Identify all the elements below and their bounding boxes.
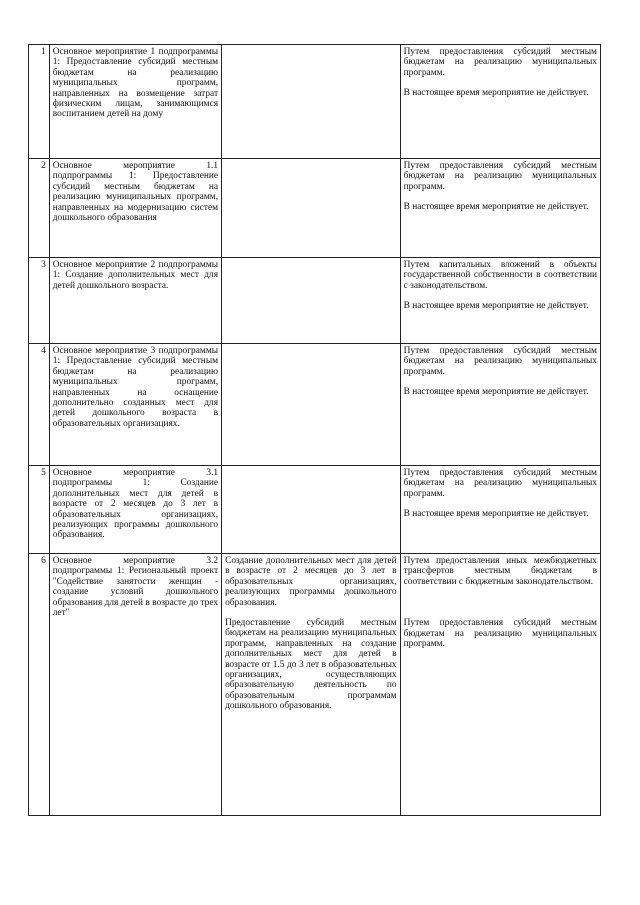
- mechanism-text: Путем предоставления субсидий местным бюджетам на реализацию муниципальных программ.: [403, 618, 597, 650]
- row-number: 2: [29, 159, 50, 258]
- measures-table: [28, 44, 601, 816]
- measure-mechanism: [400, 466, 600, 554]
- measure-mechanism: [400, 344, 600, 466]
- row-number: 6: [29, 554, 50, 816]
- measure-results: [222, 258, 401, 344]
- mechanism-text: Путем капитальных вложений в объекты государственной собственности в соответствии с законодательством.: [403, 260, 597, 291]
- measure-mechanism: [400, 258, 600, 344]
- mechanism-status: В настоящее время мероприятие не действует.: [403, 88, 589, 99]
- row-number: 3: [29, 258, 50, 344]
- row-number: 1: [29, 45, 50, 159]
- row-number: 4: [29, 344, 50, 466]
- table-row: [29, 45, 601, 159]
- mechanism-text: Путем предоставления субсидий местным бюджетам на реализацию муниципальных программ.: [403, 161, 597, 192]
- measure-name: Основное мероприятие 3.2 подпрограммы 1: Региональный проект "Содействие занятости женщин - создание условий дошкольного образования для детей в возрасте до трех лет": [49, 554, 221, 816]
- measure-mechanism: [400, 159, 600, 258]
- result-text: Создание дополнительных мест для детей в возрасте от 2 месяцев до 3 лет в образовательных организациях, реализующих программы дошкольного образования.: [225, 556, 397, 608]
- measure-results: [222, 466, 401, 554]
- measure-results: [222, 344, 401, 466]
- result-text: Предоставление субсидий местным бюджетам на реализацию муниципальных программ, направленных на создание дополнительных мест для детей в возрасте от 1.5 до 3 лет в образовательных организациях, осуществляющих образовательную деятельность по образовательным программам дошкольного образования.: [225, 618, 397, 712]
- table-row: [29, 344, 601, 466]
- table-row: [29, 466, 601, 554]
- measure-name: Основное мероприятие 1.1 подпрограммы 1: Предоставление субсидий местным бюджетам на реализацию муниципальных программ, направленных на модернизацию систем дошкольного образования: [49, 159, 221, 258]
- table-row: [29, 258, 601, 344]
- measure-results: [222, 554, 401, 816]
- table-row: [29, 159, 601, 258]
- mechanism-status: В настоящее время мероприятие не действует.: [403, 509, 589, 520]
- measure-name: Основное мероприятие 3 подпрограммы 1: Предоставление субсидий местным бюджетам на реализацию муниципальных программ, направленных на оснащение дополнительно созданных мест для детей дошкольного возраста в образовательных организациях.: [49, 344, 221, 466]
- table-row: [29, 554, 601, 816]
- mechanism-text: Путем предоставления субсидий местным бюджетам на реализацию муниципальных программ.: [403, 47, 597, 78]
- mechanism-status: В настоящее время мероприятие не действует.: [403, 202, 589, 213]
- measure-results: [222, 159, 401, 258]
- measure-results: [222, 45, 401, 159]
- measure-name: Основное мероприятие 3.1 подпрограммы 1: Создание дополнительных мест для детей в возрасте от 2 месяцев до 3 лет в образовательных организациях, реализующих программы дошкольного образования.: [49, 466, 221, 554]
- row-number: 5: [29, 466, 50, 554]
- mechanism-text: Путем предоставления иных межбюджетных трансфертов местным бюджетам в соответствии с бюджетным законодательством.: [403, 556, 597, 587]
- mechanism-text: Путем предоставления субсидий местным бюджетам на реализацию муниципальных программ.: [403, 468, 597, 499]
- mechanism-text: Путем предоставления субсидий местным бюджетам на реализацию муниципальных программ.: [403, 346, 597, 377]
- measure-name: Основное мероприятие 2 подпрограммы 1: Создание дополнительных мест для детей дошкольного возраста.: [49, 258, 221, 344]
- mechanism-status: В настоящее время мероприятие не действует.: [403, 301, 589, 312]
- measure-mechanism: [400, 45, 600, 159]
- measure-mechanism: [400, 554, 600, 816]
- mechanism-status: В настоящее время мероприятие не действует.: [403, 387, 589, 398]
- measure-name: Основное мероприятие 1 подпрограммы 1: Предоставление субсидий местным бюджетам на реализацию муниципальных программ, направленных на возмещение затрат физическим лицам, занимающимся воспитанием детей на дому: [49, 45, 221, 159]
